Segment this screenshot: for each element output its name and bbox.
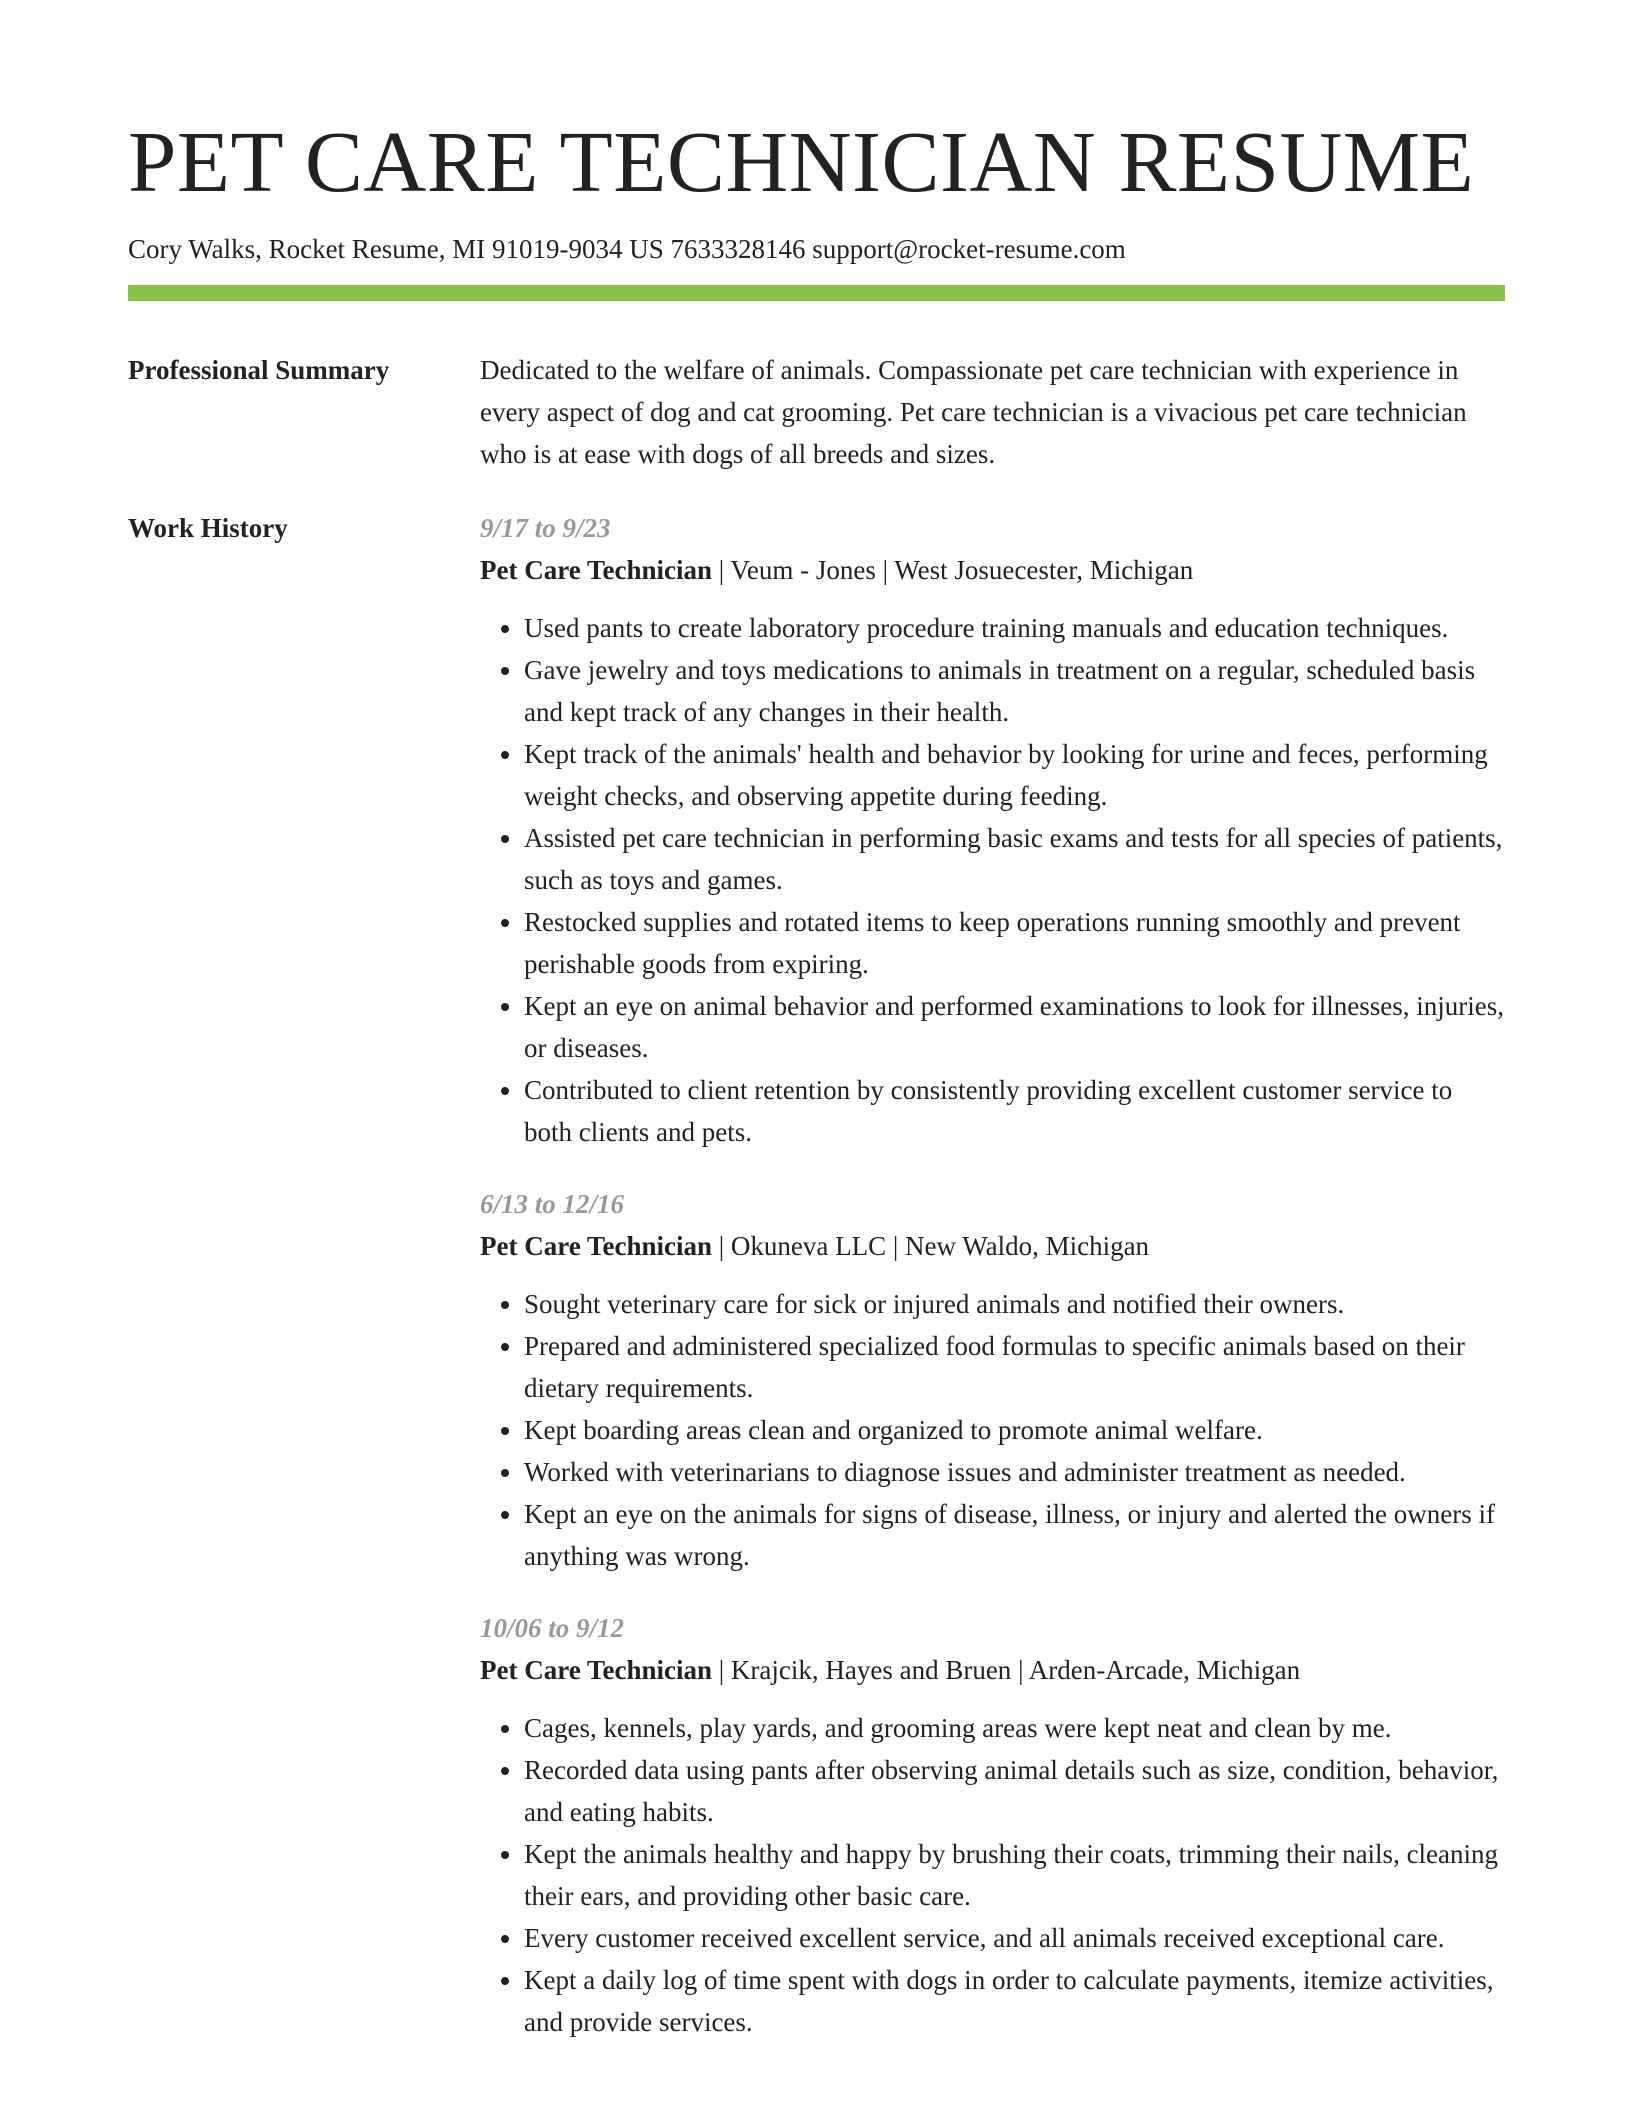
job-title: Pet Care Technician	[480, 1231, 712, 1261]
job-bullet: • Kept boarding areas clean and organized to promote animal welfare.	[524, 1409, 1505, 1451]
job-bullet: • Kept a daily log of time spent with dogs in order to calculate payments, itemize activities, and provide services.	[524, 1959, 1505, 2043]
job-bullet: • Assisted pet care technician in performing basic exams and tests for all species of patients, such as toys and games.	[524, 817, 1505, 901]
job-bullet: • Recorded data using pants after observing animal details such as size, condition, behavior, and eating habits.	[524, 1749, 1505, 1833]
job-location: West Josuecester, Michigan	[894, 555, 1194, 585]
job-heading	[480, 549, 1505, 591]
job-bullet: • Restocked supplies and rotated items to keep operations running smoothly and prevent perishable goods from expiring.	[524, 901, 1505, 985]
job-bullet: • Gave jewelry and toys medications to animals in treatment on a regular, scheduled basis and kept track of any changes in their health.	[524, 649, 1505, 733]
job-location: Arden-Arcade, Michigan	[1028, 1655, 1301, 1685]
job-company: Veum - Jones	[730, 555, 876, 585]
job-entry	[480, 1183, 1505, 1577]
job-company: Krajcik, Hayes and Bruen	[730, 1655, 1012, 1685]
job-bullet: • Prepared and administered specialized food formulas to specific animals based on their dietary requirements.	[524, 1325, 1505, 1409]
job-dates: 10/06 to 9/12	[480, 1613, 625, 1643]
job-separator: |	[712, 555, 731, 585]
job-entry	[480, 507, 1505, 1153]
job-bullet: • Kept track of the animals' health and behavior by looking for urine and feces, performing weight checks, and observing appetite during feeding.	[524, 733, 1505, 817]
job-title: Pet Care Technician	[480, 1655, 712, 1685]
job-title: Pet Care Technician	[480, 555, 712, 585]
job-bullet: • Kept an eye on animal behavior and performed examinations to look for illnesses, injuries, or diseases.	[524, 985, 1505, 1069]
job-bullet-list	[480, 607, 1505, 1153]
job-dates: 6/13 to 12/16	[480, 1189, 625, 1219]
job-location: New Waldo, Michigan	[905, 1231, 1150, 1261]
job-bullet: • Kept the animals healthy and happy by brushing their coats, trimming their nails, cleaning their ears, and providing other basic care.	[524, 1833, 1505, 1917]
job-bullet: • Every customer received excellent service, and all animals received exceptional care.	[524, 1917, 1505, 1959]
job-bullet: • Cages, kennels, play yards, and grooming areas were kept neat and clean by me.	[524, 1707, 1505, 1749]
job-heading	[480, 1225, 1505, 1267]
job-company: Okuneva LLC	[730, 1231, 887, 1261]
section-label-professional-summary: Professional Summary	[128, 355, 390, 385]
professional-summary-content	[480, 349, 1505, 475]
job-bullet-list	[480, 1283, 1505, 1577]
job-bullet-list	[480, 1707, 1505, 2043]
summary-text: Dedicated to the welfare of animals. Compassionate pet care technician with experience in every aspect of dog and cat grooming. Pet care technician is a vivacious pet care technician who is at ease with dogs of all breeds and sizes.	[480, 355, 1467, 469]
job-bullet: • Sought veterinary care for sick or injured animals and notified their owners.	[524, 1283, 1505, 1325]
resume-title: PET CARE TECHNICIAN RESUME	[128, 113, 1475, 210]
header-divider	[128, 285, 1505, 301]
job-separator: |	[712, 1231, 731, 1261]
job-separator: |	[1011, 1655, 1029, 1685]
work-history-list	[480, 507, 1505, 2073]
job-separator: |	[712, 1655, 731, 1685]
job-bullet: • Used pants to create laboratory procedure training manuals and education techniques.	[524, 607, 1505, 649]
job-bullet: • Worked with veterinarians to diagnose issues and administer treatment as needed.	[524, 1451, 1505, 1493]
job-separator: |	[886, 1231, 906, 1261]
section-label-work-history: Work History	[128, 513, 288, 543]
job-bullet: • Kept an eye on the animals for signs of disease, illness, or injury and alerted the owners if anything was wrong.	[524, 1493, 1505, 1577]
job-bullet: • Contributed to client retention by consistently providing excellent customer service to both clients and pets.	[524, 1069, 1505, 1153]
job-dates: 9/17 to 9/23	[480, 513, 611, 543]
job-heading	[480, 1649, 1505, 1691]
job-entry	[480, 1607, 1505, 2043]
contact-line: Cory Walks, Rocket Resume, MI 91019-9034 US 7633328146 support@rocket-resume.com	[128, 234, 1126, 264]
job-separator: |	[875, 555, 895, 585]
